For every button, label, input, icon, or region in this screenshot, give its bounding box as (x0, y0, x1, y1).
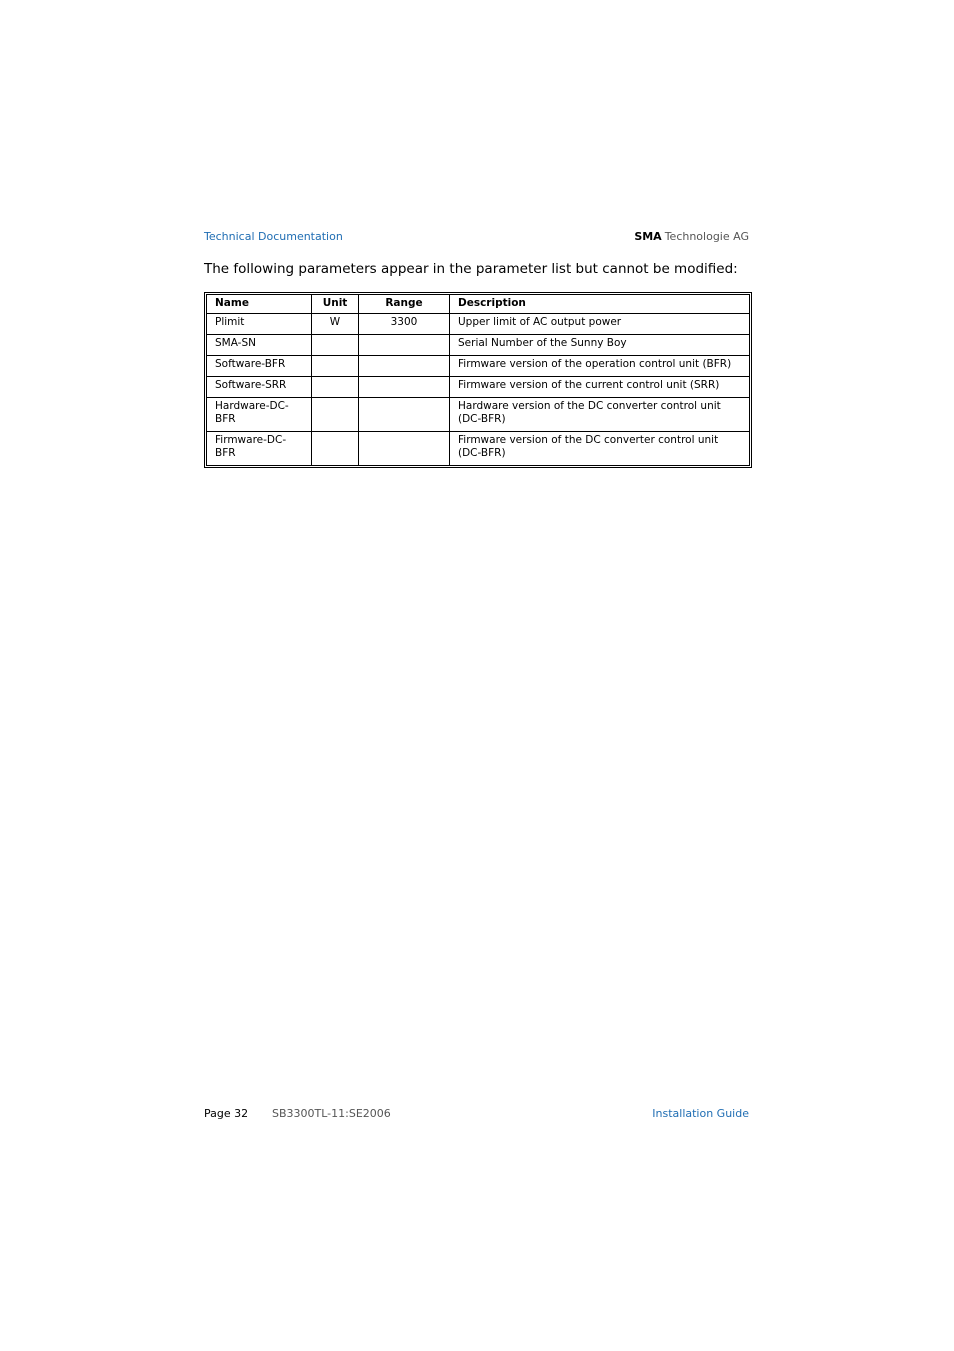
parameter-table-frame (204, 292, 752, 468)
cell-description: Firmware version of the current control unit (SRR) (450, 377, 750, 398)
cell-unit (312, 398, 359, 432)
cell-unit (312, 335, 359, 356)
cell-name: Software-SRR (207, 377, 312, 398)
column-header-range: Range (359, 295, 450, 314)
cell-range (359, 432, 450, 466)
cell-unit: W (312, 314, 359, 335)
header-company (634, 230, 749, 243)
table-row (207, 356, 750, 377)
table-row (207, 335, 750, 356)
cell-description: Firmware version of the DC converter control unit (DC-BFR) (450, 432, 750, 466)
table-header-row (207, 295, 750, 314)
company-name: Technologie AG (664, 230, 749, 243)
cell-name: Hardware-DC-BFR (207, 398, 312, 432)
header-doc-type: Technical Documentation (204, 230, 343, 243)
cell-description: Serial Number of the Sunny Boy (450, 335, 750, 356)
cell-description: Firmware version of the operation control unit (BFR) (450, 356, 750, 377)
table-row (207, 432, 750, 466)
table-row (207, 377, 750, 398)
column-header-name: Name (207, 295, 312, 314)
cell-range (359, 398, 450, 432)
column-header-unit: Unit (312, 295, 359, 314)
cell-unit (312, 377, 359, 398)
cell-name: Software-BFR (207, 356, 312, 377)
cell-description: Upper limit of AC output power (450, 314, 750, 335)
cell-name: Firmware-DC-BFR (207, 432, 312, 466)
page-number: Page 32 (204, 1107, 249, 1120)
cell-unit (312, 432, 359, 466)
cell-range (359, 377, 450, 398)
document-code: SB3300TL-11:SE2006 (272, 1107, 391, 1120)
cell-name: Plimit (207, 314, 312, 335)
guide-title: Installation Guide (652, 1107, 749, 1120)
parameter-table (206, 294, 750, 466)
cell-range (359, 335, 450, 356)
table-row (207, 398, 750, 432)
cell-description: Hardware version of the DC converter control unit (DC-BFR) (450, 398, 750, 432)
column-header-description: Description (450, 295, 750, 314)
table-row (207, 314, 750, 335)
brand-name: SMA (634, 230, 662, 243)
cell-name: SMA-SN (207, 335, 312, 356)
cell-unit (312, 356, 359, 377)
cell-range (359, 356, 450, 377)
cell-range: 3300 (359, 314, 450, 335)
intro-text: The following parameters appear in the parameter list but cannot be modified: (204, 261, 738, 277)
